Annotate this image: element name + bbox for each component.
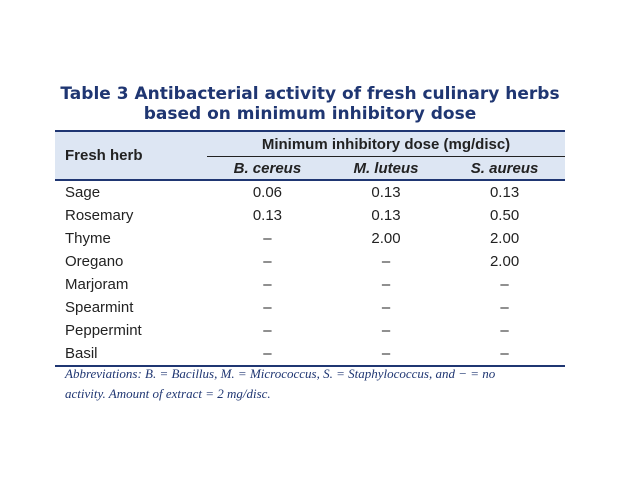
data-table xyxy=(55,130,565,367)
value-m-luteus: – xyxy=(381,253,391,270)
table-title-line-2: based on minimum inhibitory dose xyxy=(143,104,477,124)
data-table-wrapper xyxy=(55,130,565,367)
value-s-aureus: 2.00 xyxy=(489,253,520,270)
value-m-luteus: – xyxy=(381,322,391,339)
value-s-aureus: – xyxy=(500,322,509,339)
herb-name: Thyme xyxy=(65,230,111,247)
table-row xyxy=(55,180,565,204)
herb-name: Spearmint xyxy=(65,299,134,316)
header-m-luteus: M. luteus xyxy=(328,157,444,181)
value-b-cereus: – xyxy=(263,276,272,293)
herb-name: Rosemary xyxy=(65,207,134,224)
table-body xyxy=(55,180,565,366)
value-s-aureus: – xyxy=(500,276,509,293)
header-b-cereus: B. cereus xyxy=(207,157,328,181)
footnote-line-1: Abbreviations: B. = Bacillus, M. = Micrococcus, S. = Staphylococcus, and − = no xyxy=(65,366,496,381)
herb-name: Oregano xyxy=(65,253,124,270)
value-m-luteus: – xyxy=(328,342,444,366)
value-s-aureus: – xyxy=(500,299,509,316)
value-m-luteus: 2.00 xyxy=(371,230,401,247)
table-row xyxy=(55,296,565,319)
value-m-luteus: 0.13 xyxy=(371,207,401,224)
table-footnote xyxy=(65,364,565,404)
herb-name: Peppermint xyxy=(65,322,142,339)
table-header xyxy=(55,131,565,180)
value-m-luteus: 0.13 xyxy=(328,180,444,204)
herb-name: Marjoram xyxy=(65,276,129,293)
table-row xyxy=(55,319,565,342)
value-b-cereus: 0.13 xyxy=(252,207,283,224)
value-s-aureus: 0.13 xyxy=(444,180,565,204)
value-s-aureus: 2.00 xyxy=(489,230,520,247)
value-b-cereus: 0.06 xyxy=(207,180,328,204)
value-m-luteus: – xyxy=(381,299,391,316)
value-b-cereus: – xyxy=(263,299,272,316)
table-row xyxy=(55,204,565,227)
value-b-cereus: – xyxy=(263,253,272,270)
herb-name: Sage xyxy=(55,180,207,204)
value-m-luteus: – xyxy=(381,276,391,293)
value-s-aureus: – xyxy=(444,342,565,366)
header-row-group xyxy=(55,131,565,157)
footnote-line-2: activity. Amount of extract = 2 mg/disc. xyxy=(65,386,271,401)
value-b-cereus: – xyxy=(263,322,272,339)
herb-name: Basil xyxy=(55,342,207,366)
table-title xyxy=(40,84,580,124)
value-b-cereus: – xyxy=(207,342,328,366)
table-row xyxy=(55,273,565,296)
table-row xyxy=(55,342,565,366)
value-s-aureus: 0.50 xyxy=(489,207,520,224)
value-b-cereus: – xyxy=(263,230,272,247)
table-row xyxy=(55,250,565,273)
table-title-line-1: Table 3 Antibacterial activity of fresh culinary herbs xyxy=(60,84,560,104)
header-fresh-herb: Fresh herb xyxy=(55,131,207,180)
header-minimum-inhibitory-dose: Minimum inhibitory dose (mg/disc) xyxy=(207,131,565,157)
table-row xyxy=(55,227,565,250)
header-s-aureus: S. aureus xyxy=(444,157,565,181)
